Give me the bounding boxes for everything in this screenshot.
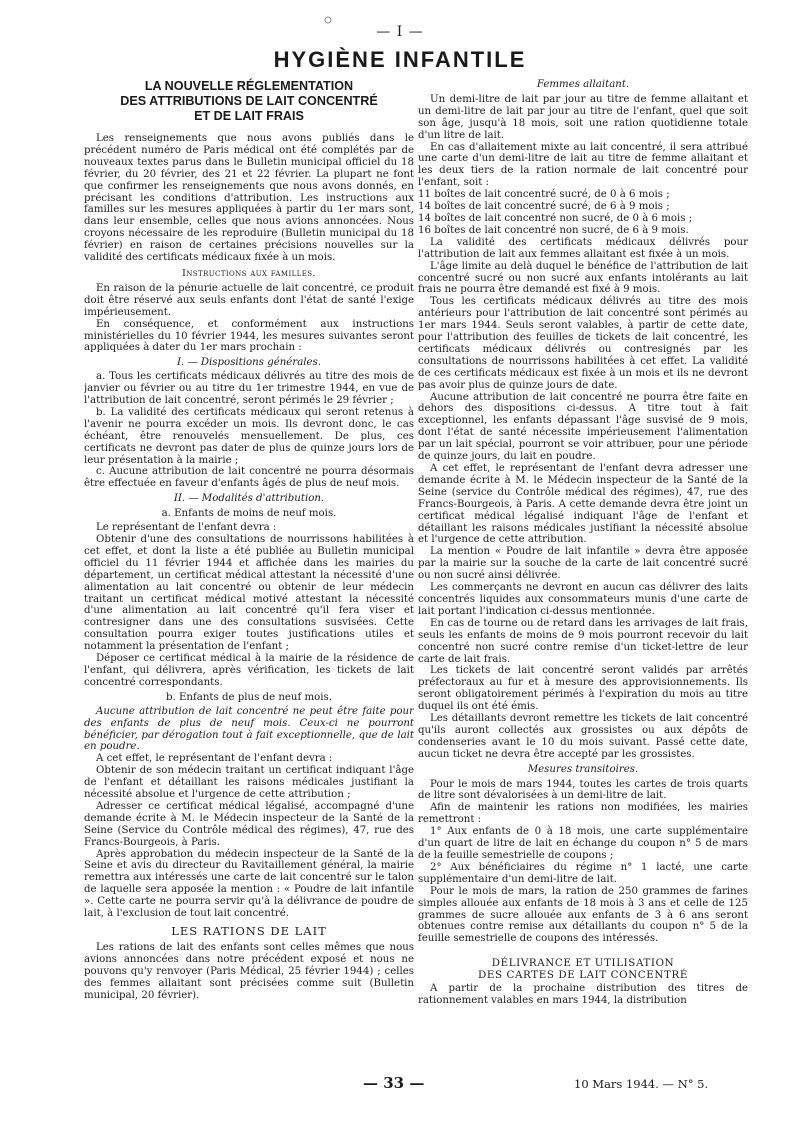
paragraph: La validité des certificats médicaux délivrés pour l'attribution de lait aux femmes allaitant est fixée à un mois. (418, 236, 748, 260)
paragraph: En conséquence, et conformément aux instructions ministérielles du 10 février 1944, les mesures suivantes seront appliquées à dater du 1er mars prochain : (84, 318, 414, 354)
left-column (84, 76, 414, 1082)
paragraph: a. Tous les certificats médicaux délivrés au titre des mois de janvier ou février ou au titre du 1er trimestre 1944, en vue de l'attribution de lait concentré, seront périmés le 29 février ; (84, 371, 414, 407)
subsection-heading: b. Enfants de plus de neuf mois. (165, 691, 333, 703)
rations-heading: LES RATIONS DE LAIT (171, 924, 327, 938)
paragraph: Adresser ce certificat médical légalisé, accompagné d'une demande écrite à M. le Médecin inspecteur de la Santé de la Seine (Service du Contrôle médical des régimes), 47, rue des Francs-Bourgeois, à Paris. (84, 800, 414, 848)
paragraph: Aucune attribution de lait concentré ne peut être faite pour des enfants de plus de neuf mois. Ceux-ci ne pourront bénéficier, par dérogation tout à fait exceptionnelle, que de lait en poudre. (84, 705, 414, 753)
paragraph: L'âge limite au delà duquel le bénéfice de l'attribution de lait concentré sucré ou non sucré aux enfants intolérants au lait frais ne pourra être demandé est fixé à 9 mois. (418, 260, 748, 296)
paragraph: Les tickets de lait concentré seront validés par arrêtés préfectoraux au fur et à mesure des approvisionnements. Ils seront obligatoirement périmés à l'expiration du mois au titre duquel ils ont été émis. (418, 665, 748, 713)
paragraph: En raison de la pénurie actuelle de lait concentré, ce produit doit être réservé aux seuls enfants dont l'état de santé l'exige impérieusement. (84, 282, 414, 318)
paragraph: Un demi-litre de lait par jour au titre de femme allaitant et un demi-litre de lait par jour au titre de l'enfant, quel que soit son âge, jusqu'à 18 mois, soit une ration quotidienne totale d'un litre de lait. (418, 93, 748, 141)
paragraph: Pour le mois de mars 1944, toutes les cartes de trois quarts de litre sont dévalorisées à un demi-litre de lait. (418, 778, 748, 802)
paragraph: 1° Aux enfants de 0 à 18 mois, une carte supplémentaire d'un quart de litre de lait en échange du coupon n° 5 de mars de la feuille semestrielle de coupons ; (418, 826, 748, 861)
article-title (84, 79, 414, 124)
paragraph: c. Aucune attribution de lait concentré ne pourra désormais être effectuée en faveur d'enfants âgés de plus de neuf mois. (84, 466, 414, 490)
page-number: — 33 — (363, 1074, 425, 1092)
section-banner: HYGIÈNE INFANTILE (273, 47, 527, 72)
article-title-line: LA NOUVELLE RÉGLEMENTATION (144, 79, 354, 93)
paragraph: Obtenir de son médecin traitant un certificat indiquant l'âge de l'enfant et détaillant les raisons médicales justifiant la nécessité absolue et l'urgence de cette attribution ; (84, 765, 414, 801)
paragraph: Les commerçants ne devront en aucun cas délivrer des laits concentrés liquides aux consommateurs munis d'une carte de lait portant l'indication ci-dessus mentionnée. (418, 582, 748, 617)
list-item: 14 boîtes de lait concentré non sucré, de 0 à 6 mois ; (418, 212, 693, 224)
paragraph: 2° Aux bénéficiaires du régime n° 1 lacté, une carte supplémentaire d'un demi-litre de lait. (418, 861, 748, 885)
mesures-heading: Mesures transitoires. (527, 763, 639, 775)
delivrance-heading (418, 957, 748, 981)
paragraph: A partir de la prochaine distribution des titres de rationnement valables en mars 1944, la distribution (418, 983, 748, 1007)
paragraph: A cet effet, le représentant de l'enfant devra adresser une demande écrite à M. le Médecin inspecteur de la Santé de la Seine (service du Contrôle médical des régimes), 47, rue des Francs-Bourgeois, à Paris. A cette demande devra être joint un certificat médical légalisé indiquant l'âge de l'enfant et détaillant les raisons médicales justifiant la nécessité absolue et l'urgence de cette attribution. (418, 463, 748, 546)
delivrance-heading-line: DES CARTES DE LAIT CONCENTRÉ (478, 969, 688, 982)
issue-date: 10 Mars 1944. — N° 5. (574, 1077, 709, 1091)
article-title-line: DES ATTRIBUTIONS DE LAIT CONCENTRÉ (120, 94, 378, 108)
paragraph: En cas de tourne ou de retard dans les arrivages de lait frais, seuls les enfants de moins de 9 mois pourront recevoir du lait concentré non sucré contre remise d'un ticket-lettre de leur carte de lait frais. (418, 617, 748, 665)
paragraph: A cet effet, le représentant de l'enfant devra : (96, 753, 333, 765)
paragraph: Tous les certificats médicaux délivrés au titre des mois antérieurs pour l'attribution de lait concentré sont périmés au 1er mars 1944. Seuls seront valables, à partir de cette date, pour l'attribution des feuilles de tickets de lait concentré, les certificats médicaux délivrés ou contresignés par les consultations de nourrissons habilitées à cet effet. La validité de ces certificats médicaux est fixée à un mois et ils ne devront pas avoir plus de quinze jours de date. (418, 296, 748, 391)
paragraph: Après approbation du médecin inspecteur de la Santé de la Seine et avis du directeur du Ravitaillement général, la mairie remettra aux intéressés une carte de lait concentré sur le talon de laquelle sera apposée la mention : « Poudre de lait infantile ». Cette carte ne pourra servir qu'à la délivrance de poudre de lait, à l'exclusion de tout lait concentré. (84, 848, 414, 920)
paragraph: Pour le mois de mars, la ration de 250 grammes de farines simples allouée aux enfants de 18 mois à 3 ans et celle de 125 grammes de sucre allouée aux enfants de 3 à 6 ans seront obtenues contre remise aux détaillants du coupon n° 5 de la feuille semestrielle de coupons des intéressés. (418, 885, 748, 945)
paragraph: Aucune attribution de lait concentré ne pourra être faite en dehors des dispositions ci-dessus. A titre tout à fait exceptionnel, les enfants dépassant l'âge susvisé de 9 mois, dont l'état de santé nécessite impérieusement l'alimentation par un lait spécial, pourront se voir attribuer, pour une période de quinze jours, du lait en poudre. (418, 391, 748, 463)
paragraph: Les rations de lait des enfants sont celles mêmes que nous avions annoncées dans notre précédent exposé et nous ne pouvons qu'y renvoyer (Paris Médical, 25 février 1944) ; celles des femmes allaitant sont précisées comme suit (Bulletin municipal, 20 février). (84, 941, 414, 1001)
section-heading: II. — Modalités d'attribution. (173, 493, 325, 505)
intro-paragraph: Les renseignements que nous avons publiés dans le précédent numéro de Paris médical ont été complétés par de nouveaux textes parus dans le Bulletin municipal officiel du 18 février, du 20 février, des 21 et 22 février. La plupart ne font que confirmer les renseignements que nous avons donnés, en précisant les conditions d'attribution. Les instructions aux familles sur les mesures appliquées à partir du 1er mars sont, dans leur ensemble, celles que nous avions annoncées. Nous croyons nécessaire de les reproduire (Bulletin municipal du 18 février) en raison de certaines précisions nouvelles sur la validité des certificats médicaux fixée à un mois. (84, 133, 414, 264)
paragraph: En cas d'allaitement mixte au lait concentré, il sera attribué une carte d'un demi-litre de lait au titre de femme allaitant et les deux tiers de la ration normale de lait concentré pour l'enfant, soit : (418, 141, 748, 189)
paragraph: b. La validité des certificats médicaux qui seront retenus à l'avenir ne pourra excéder un mois. Ils devront donc, le cas échéant, être renouvelés mensuellement. De plus, ces certificats ne devront pas dater de plus de quinze jours lors de leur présentation à la mairie ; (84, 406, 414, 466)
instructions-heading: Instructions aux familles. (182, 267, 316, 279)
article-title-line: ET DE LAIT FRAIS (194, 109, 304, 123)
list-item: 14 boîtes de lait concentré sucré, de 6 à 9 mois ; (418, 201, 670, 213)
paragraph: La mention « Poudre de lait infantile » devra être apposée par la mairie sur la souche de la carte de lait concentré sucré ou non sucré ainsi délivrée. (418, 546, 748, 582)
paragraph: Afin de maintenir les rations non modifiées, les mairies remettront : (418, 802, 748, 826)
subsection-heading: a. Enfants de moins de neuf mois. (161, 508, 337, 520)
paragraph: Déposer ce certificat médical à la mairie de la résidence de l'enfant, qui délivrera, après vérification, les tickets de lait concentré correspondants. (84, 653, 414, 688)
delivrance-heading-line: DÉLIVRANCE ET UTILISATION (491, 957, 675, 970)
list-item: 11 boîtes de lait concentré sucré, de 0 à 6 mois ; (418, 189, 670, 201)
femmes-heading: Femmes allaitant. (536, 79, 630, 90)
paragraph: Les détaillants devront remettre les tickets de lait concentré qu'ils auront collectés aux grossistes ou aux dépôts de condenseries avant le 10 du mois suivant. Passé cette date, aucun ticket ne devra être accepté par les grossistes. (418, 713, 748, 760)
paragraph: Obtenir d'une des consultations de nourrissons habilitées à cet effet, et dont la liste a été publiée au Bulletin municipal officiel du 11 février 1944 et affichée dans les mairies du département, un certificat médical attestant la nécessité d'une alimentation au lait concentré ou obtenir de leur médecin traitant un certificat médical motivé attestant la nécessité d'une alimentation au lait concentré qu'il fera viser et contresigner dans une des consultations susvisées. Cette consultation pourra exiger toutes justifications utiles et notamment la présentation de l'enfant ; (84, 534, 414, 653)
section-page-roman: — I — (376, 24, 424, 40)
paragraph: Le représentant de l'enfant devra : (96, 522, 277, 534)
list-item: 16 boîtes de lait concentré non sucré, de 6 à 9 mois. (418, 224, 689, 236)
right-column (418, 76, 748, 1082)
section-heading: I. — Dispositions générales. (176, 357, 322, 369)
